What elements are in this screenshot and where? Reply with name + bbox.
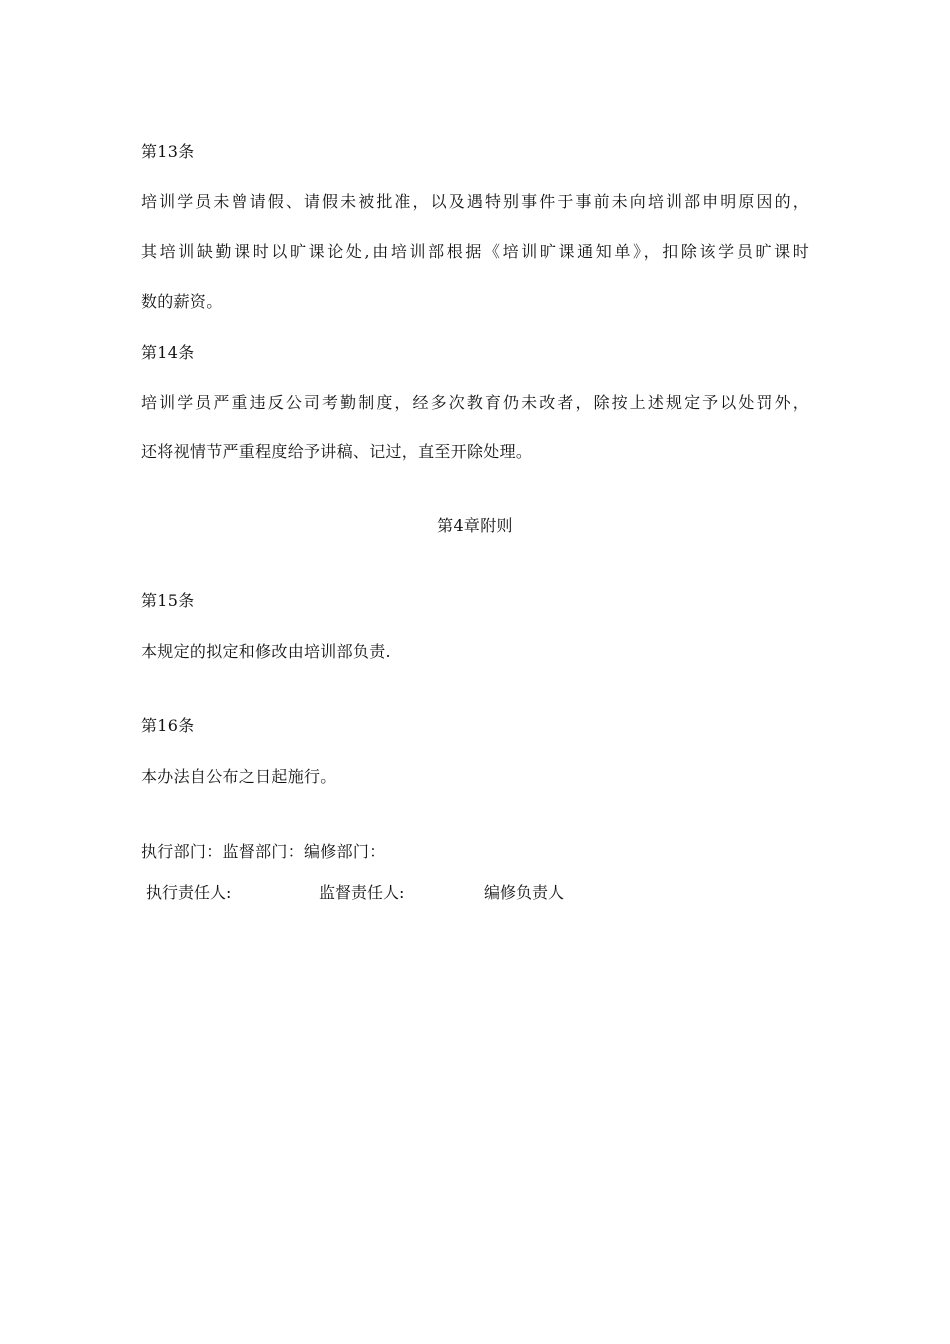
article-14-line-1: 培训学员严重违反公司考勤制度，经多次教育仍未改者，除按上述规定予以处罚外， xyxy=(141,393,809,412)
article-16-heading: 第16条 xyxy=(141,716,195,735)
article-13-line-3: 数的薪资。 xyxy=(141,292,223,311)
article-13-heading: 第13条 xyxy=(141,142,195,161)
article-13-line-2: 其培训缺勤课时以旷课论处,由培训部根据《培训旷课通知单》，扣除该学员旷课时 xyxy=(141,242,809,261)
editor-label: 编修负责人 xyxy=(484,883,565,902)
article-14-heading: 第14条 xyxy=(141,343,195,362)
article-13-line-1: 培训学员未曾请假、请假未被批准，以及遇特别事件于事前未向培训部申明原因的， xyxy=(141,192,809,211)
supervisor-label: 监督责任人: xyxy=(319,883,405,902)
article-15-heading: 第15条 xyxy=(141,591,195,610)
article-16-text: 本办法自公布之日起施行。 xyxy=(141,767,337,786)
footer-departments: 执行部门：监督部门：编修部门： xyxy=(141,842,386,861)
article-14-line-2: 还将视情节严重程度给予讲稿、记过，直至开除处理。 xyxy=(141,442,533,461)
chapter-4-title: 第4章附则 xyxy=(437,516,513,535)
article-15-text: 本规定的拟定和修改由培训部负责. xyxy=(141,642,391,661)
executor-label: 执行责任人: xyxy=(146,883,232,902)
